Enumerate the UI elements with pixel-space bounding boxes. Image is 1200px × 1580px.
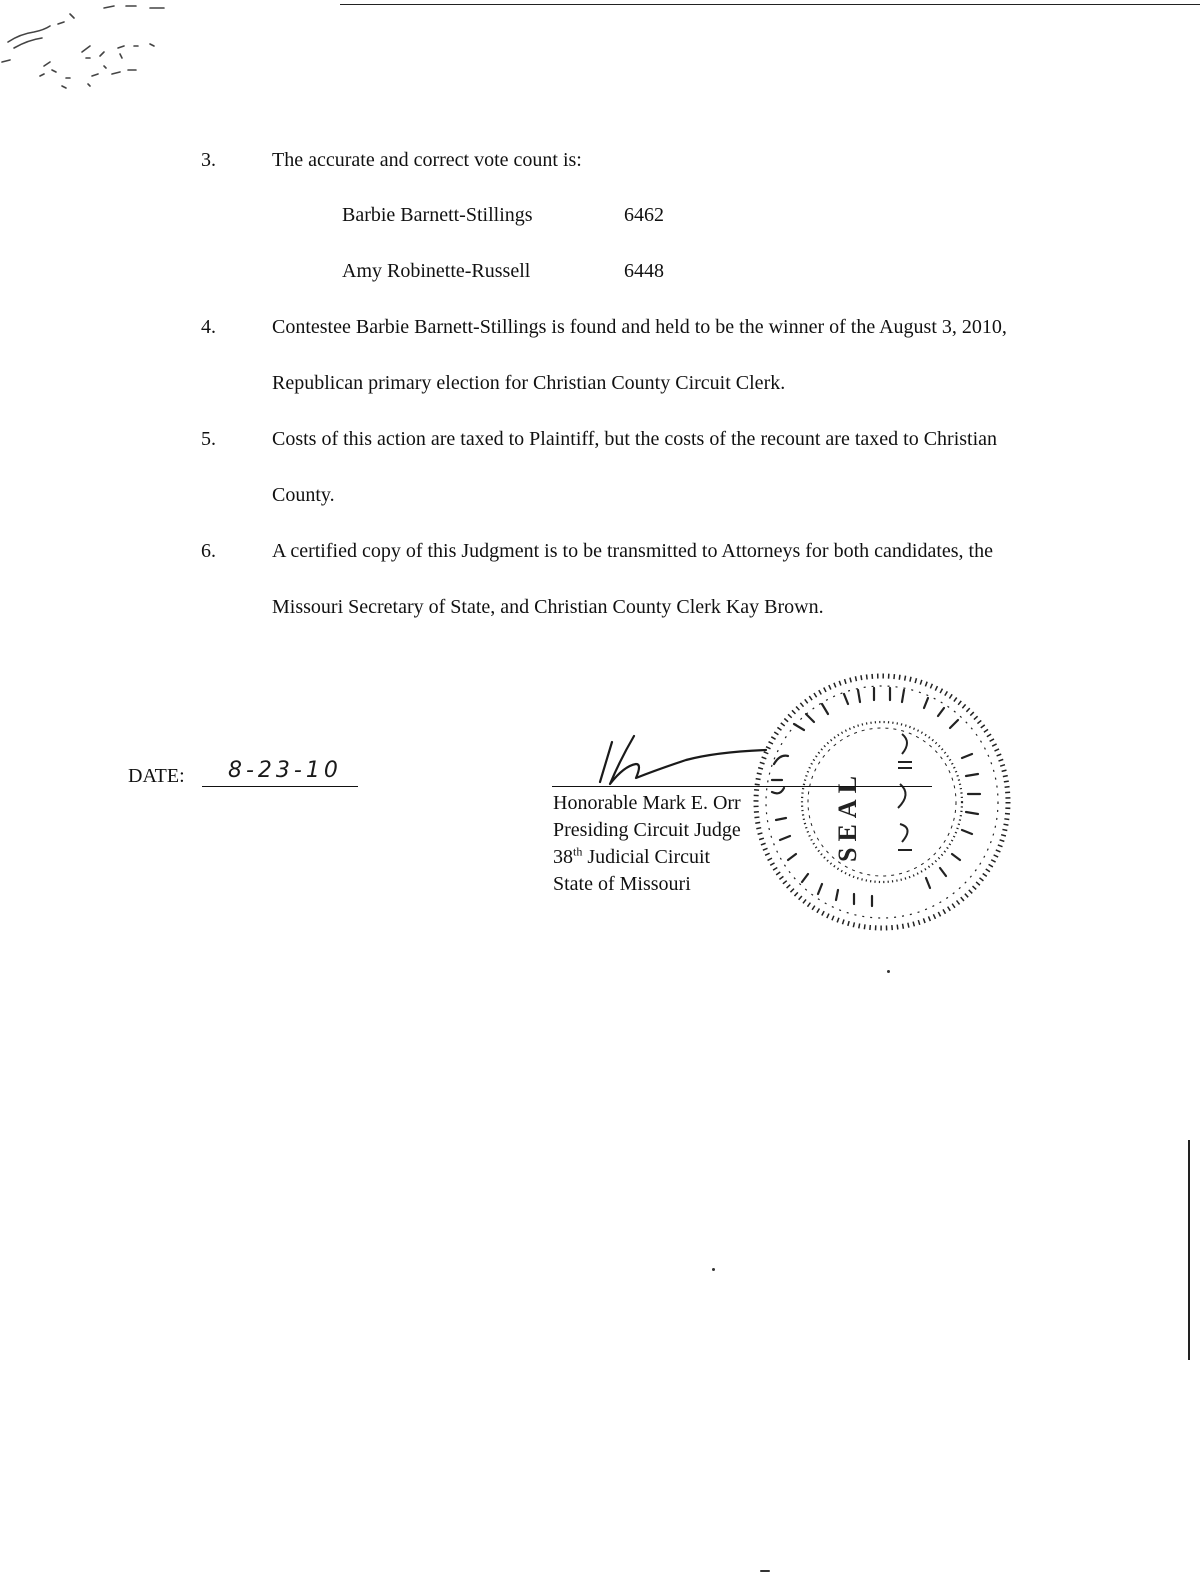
scan-edge-right bbox=[1188, 1140, 1190, 1360]
signature-line bbox=[552, 786, 932, 787]
scan-edge-top bbox=[340, 4, 1200, 5]
item-number: 5. bbox=[201, 428, 216, 450]
item-text: Contestee Barbie Barnett-Stillings is found and held to be the winner of the August 3, 2010, Republican primary election for Christian County Circuit Clerk. bbox=[272, 316, 1007, 394]
candidate-name: Amy Robinette-Russell bbox=[342, 260, 531, 282]
judge-state: State of Missouri bbox=[553, 873, 691, 895]
date-value-handwritten: 8-23-10 bbox=[228, 758, 342, 783]
court-seal bbox=[732, 664, 1022, 936]
circuit-number: 38 bbox=[553, 846, 573, 868]
scan-speck bbox=[712, 1268, 715, 1271]
date-underline bbox=[202, 786, 358, 787]
candidate-name: Barbie Barnett-Stillings bbox=[342, 204, 533, 226]
date-label: DATE: bbox=[128, 765, 185, 787]
candidate-votes: 6448 bbox=[624, 260, 664, 282]
item-number: 6. bbox=[201, 540, 216, 562]
item-number: 3. bbox=[201, 149, 216, 171]
judge-title: Presiding Circuit Judge bbox=[553, 819, 741, 841]
svg-text:SEAL: SEAL bbox=[833, 770, 862, 862]
judge-signature bbox=[596, 730, 796, 794]
scan-speck bbox=[760, 1570, 770, 1572]
circuit-ordinal: th bbox=[573, 844, 583, 859]
item-text: The accurate and correct vote count is: bbox=[272, 149, 582, 171]
scan-noise-marks bbox=[0, 0, 180, 110]
item-text: A certified copy of this Judgment is to be transmitted to Attorneys for both candidates, the Missouri Secretary of State, and Christian County Clerk Kay Brown. bbox=[272, 540, 993, 618]
judge-circuit bbox=[553, 844, 711, 868]
item-text: Costs of this action are taxed to Plaintiff, but the costs of the recount are taxed to Christian County. bbox=[272, 428, 998, 506]
scan-speck bbox=[887, 970, 890, 973]
circuit-label: Judicial Circuit bbox=[582, 846, 711, 868]
candidate-votes: 6462 bbox=[624, 204, 664, 226]
item-number: 4. bbox=[201, 316, 216, 338]
judge-name: Honorable Mark E. Orr bbox=[553, 792, 741, 814]
